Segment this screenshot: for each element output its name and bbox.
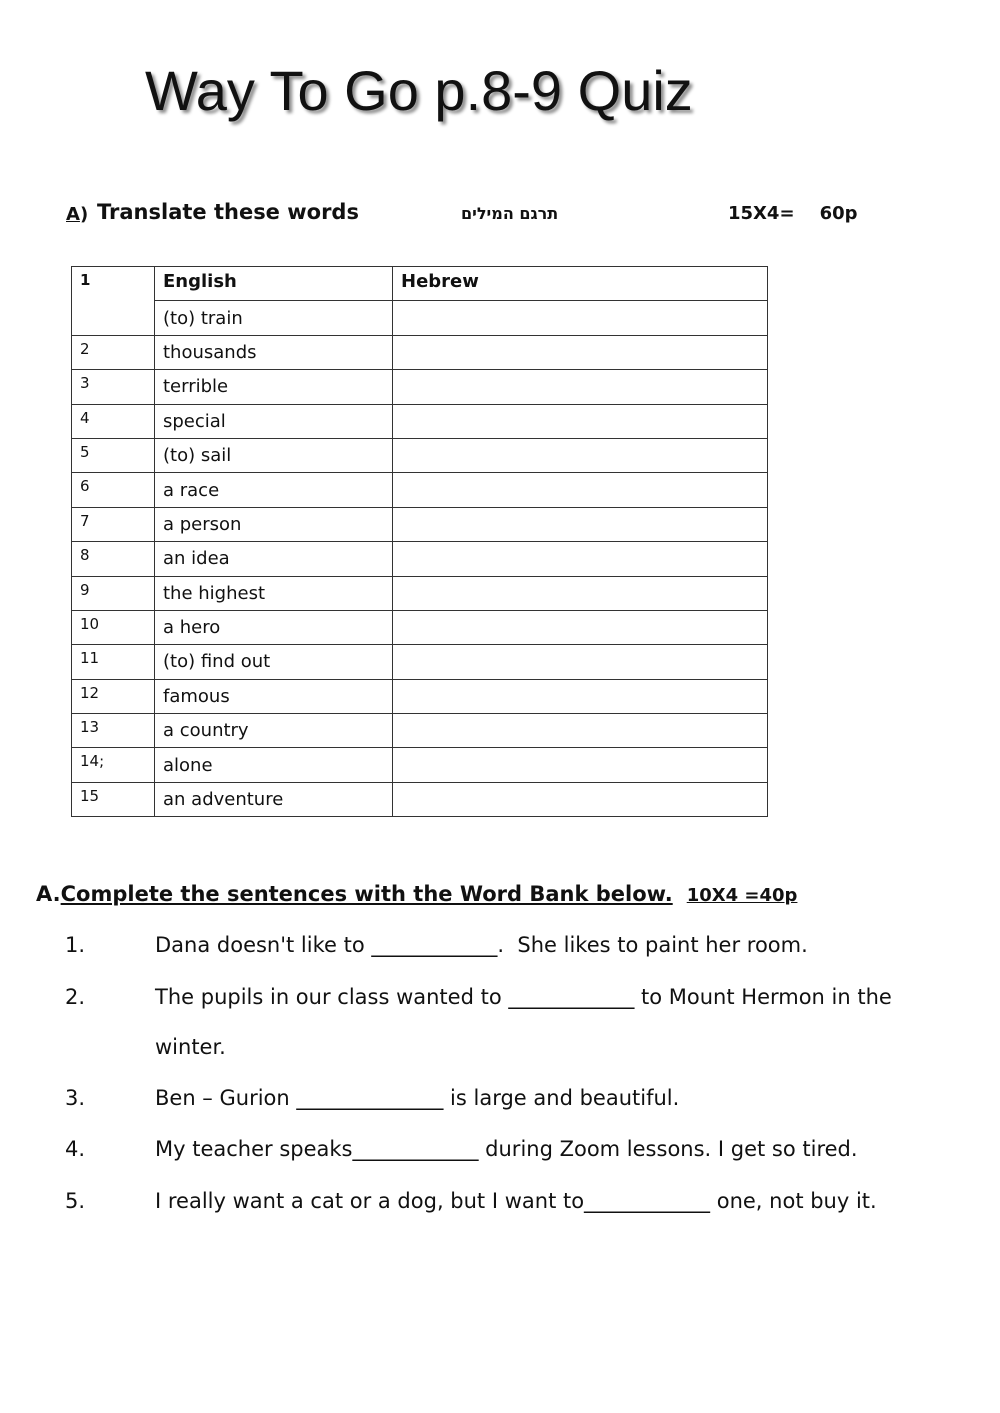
table-row <box>72 714 768 748</box>
sentence-text: Ben – Gurion ______________ is large and beautiful. <box>155 1086 680 1110</box>
row-number: 14; <box>72 748 155 782</box>
table-row <box>72 404 768 438</box>
row-number: 6 <box>72 473 155 507</box>
row-number: 5 <box>72 438 155 472</box>
table-row <box>72 748 768 782</box>
hebrew-answer-cell[interactable] <box>393 610 768 644</box>
row-number: 15 <box>72 782 155 816</box>
row-number: 10 <box>72 610 155 644</box>
hebrew-answer-cell[interactable] <box>393 507 768 541</box>
hebrew-answer-cell[interactable] <box>393 404 768 438</box>
row-number: 2 <box>72 335 155 369</box>
english-word: terrible <box>155 370 393 404</box>
sentence-number: 5. <box>65 1189 86 1213</box>
section-a-instruction: Translate these words <box>97 200 359 224</box>
hebrew-answer-cell[interactable] <box>393 748 768 782</box>
section-b-instruction: Complete the sentences with the Word Bank below. <box>60 882 673 906</box>
english-word: a race <box>155 473 393 507</box>
english-word: famous <box>155 679 393 713</box>
table-row <box>72 782 768 816</box>
sentence-number: 2. <box>65 985 86 1009</box>
table-row <box>72 610 768 644</box>
sentence-continuation: winter. <box>155 1035 226 1059</box>
hebrew-column-header: Hebrew <box>393 267 768 301</box>
section-b-score: 10X4 =40p <box>686 885 798 906</box>
table-row <box>72 370 768 404</box>
hebrew-answer-cell[interactable] <box>393 370 768 404</box>
english-word: (to) sail <box>155 438 393 472</box>
hebrew-answer-cell[interactable] <box>393 645 768 679</box>
sentence-number: 4. <box>65 1137 86 1161</box>
row-number: 8 <box>72 542 155 576</box>
english-word: special <box>155 404 393 438</box>
vocabulary-table <box>71 266 768 817</box>
english-word: an idea <box>155 542 393 576</box>
english-word: (to) find out <box>155 645 393 679</box>
table-header-row <box>72 267 768 301</box>
hebrew-answer-cell[interactable] <box>393 542 768 576</box>
english-word: thousands <box>155 335 393 369</box>
english-word: a country <box>155 714 393 748</box>
hebrew-answer-cell[interactable] <box>393 679 768 713</box>
row-number: 13 <box>72 714 155 748</box>
hebrew-answer-cell[interactable] <box>393 782 768 816</box>
english-word: an adventure <box>155 782 393 816</box>
row-number: 11 <box>72 645 155 679</box>
table-row <box>72 507 768 541</box>
hebrew-answer-cell[interactable] <box>393 576 768 610</box>
hebrew-answer-cell[interactable] <box>393 714 768 748</box>
hebrew-answer-cell[interactable] <box>393 335 768 369</box>
section-a-letter: A) <box>66 204 89 225</box>
sentence-number: 3. <box>65 1086 86 1110</box>
english-column-header: English <box>155 267 393 301</box>
table-row <box>72 679 768 713</box>
row-number: 12 <box>72 679 155 713</box>
row-number: 4 <box>72 404 155 438</box>
section-b-letter: A. <box>36 882 61 906</box>
sentence-text: The pupils in our class wanted to ____________ to Mount Hermon in the <box>155 985 892 1009</box>
hebrew-answer-cell[interactable] <box>393 473 768 507</box>
sentence-text: Dana doesn't like to ____________. She likes to paint her room. <box>155 933 808 957</box>
sentence-text: I really want a cat or a dog, but I want to____________ one, not buy it. <box>155 1189 877 1213</box>
english-word: a hero <box>155 610 393 644</box>
page-title: Way To Go p.8-9 Quiz <box>145 59 693 122</box>
section-a-score: 15X4= 60p <box>728 203 858 224</box>
table-row <box>72 576 768 610</box>
table-row <box>72 438 768 472</box>
row-number: 1 <box>72 267 155 336</box>
english-word: a person <box>155 507 393 541</box>
english-word: the highest <box>155 576 393 610</box>
english-word: (to) train <box>155 301 393 335</box>
english-word: alone <box>155 748 393 782</box>
hebrew-answer-cell[interactable] <box>393 438 768 472</box>
table-row <box>72 301 768 335</box>
row-number: 7 <box>72 507 155 541</box>
row-number: 9 <box>72 576 155 610</box>
sentence-text: My teacher speaks____________ during Zoom lessons. I get so tired. <box>155 1137 858 1161</box>
section-a-heading <box>66 200 858 230</box>
row-number: 3 <box>72 370 155 404</box>
table-row <box>72 645 768 679</box>
table-row <box>72 542 768 576</box>
table-row <box>72 473 768 507</box>
hebrew-answer-cell[interactable] <box>393 301 768 335</box>
sentence-number: 1. <box>65 933 86 957</box>
section-b-heading <box>36 882 797 906</box>
section-a-hebrew-instruction: תרגם המילים <box>461 204 559 223</box>
table-row <box>72 335 768 369</box>
